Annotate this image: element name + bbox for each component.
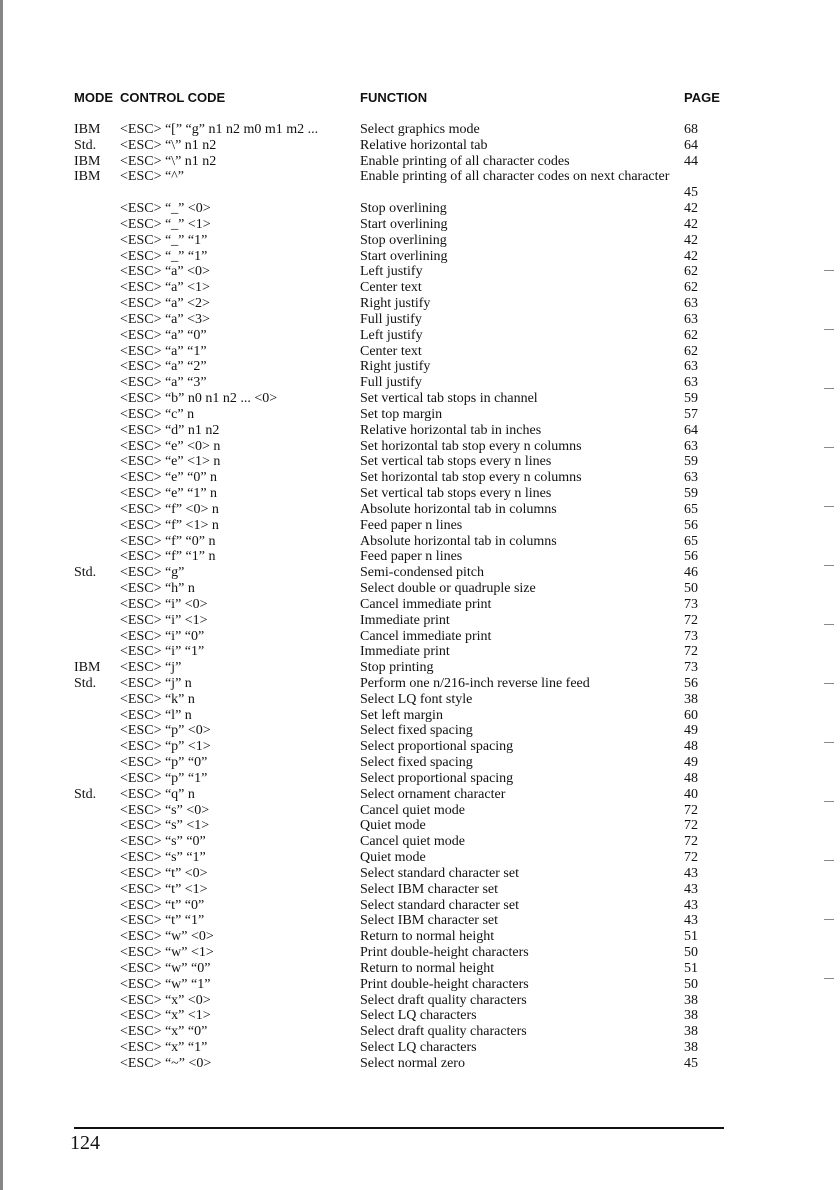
row-function: Start overlining bbox=[360, 216, 448, 232]
row-function: Select LQ characters bbox=[360, 1040, 477, 1056]
table-row bbox=[0, 296, 840, 312]
row-function: Select normal zero bbox=[360, 1055, 465, 1071]
row-page: 73 bbox=[684, 596, 698, 612]
row-page: 57 bbox=[684, 406, 698, 422]
row-page: 46 bbox=[684, 565, 698, 581]
scan-mark bbox=[824, 801, 834, 802]
row-page: 72 bbox=[684, 850, 698, 866]
row-function: Feed paper n lines bbox=[360, 549, 463, 565]
row-control-code: <ESC> “x” <0> bbox=[120, 992, 211, 1008]
table-row bbox=[0, 280, 840, 296]
row-mode: IBM bbox=[74, 153, 101, 169]
page-number: 124 bbox=[70, 1132, 100, 1154]
row-control-code: <ESC> “i” “0” bbox=[120, 628, 205, 644]
row-page: 59 bbox=[684, 391, 698, 407]
row-control-code: <ESC> “e” <0> n bbox=[120, 438, 221, 454]
scan-mark bbox=[824, 742, 834, 743]
row-function: Stop printing bbox=[360, 660, 434, 676]
row-page: 42 bbox=[684, 232, 698, 248]
row-function: Set horizontal tab stop every n columns bbox=[360, 438, 582, 454]
table-row bbox=[0, 391, 840, 407]
row-function: Feed paper n lines bbox=[360, 517, 463, 533]
row-mode: IBM bbox=[74, 169, 101, 185]
row-function: Center text bbox=[360, 280, 422, 296]
row-page: 62 bbox=[684, 280, 698, 296]
row-control-code: <ESC> “x” <1> bbox=[120, 1008, 211, 1024]
row-function: Stop overlining bbox=[360, 232, 447, 248]
row-page: 59 bbox=[684, 454, 698, 470]
table-row bbox=[0, 217, 840, 233]
row-control-code: <ESC> “_” “1” bbox=[120, 232, 208, 248]
row-control-code: <ESC> “t” “1” bbox=[120, 913, 205, 929]
row-function: Set horizontal tab stop every n columns bbox=[360, 470, 582, 486]
row-page: 65 bbox=[684, 501, 698, 517]
row-function: Print double-height characters bbox=[360, 976, 529, 992]
row-control-code: <ESC> “a” “1” bbox=[120, 343, 207, 359]
table-row bbox=[0, 597, 840, 613]
row-page: 38 bbox=[684, 1024, 698, 1040]
row-page: 43 bbox=[684, 865, 698, 881]
table-row bbox=[0, 359, 840, 375]
row-control-code: <ESC> “a” <0> bbox=[120, 264, 210, 280]
table-row bbox=[0, 470, 840, 486]
row-control-code: <ESC> “f” “0” n bbox=[120, 533, 216, 549]
table-row bbox=[0, 534, 840, 550]
table-row bbox=[0, 264, 840, 280]
row-control-code: <ESC> “s” <0> bbox=[120, 802, 210, 818]
scan-mark bbox=[824, 978, 834, 979]
table-row bbox=[0, 660, 840, 676]
row-function: Enable printing of all character codes bbox=[360, 153, 570, 169]
row-control-code: <ESC> “b” n0 n1 n2 ... <0> bbox=[120, 391, 278, 407]
scan-mark bbox=[824, 388, 834, 389]
table-row bbox=[0, 1056, 840, 1072]
row-control-code: <ESC> “s” <1> bbox=[120, 818, 210, 834]
scan-mark bbox=[824, 506, 834, 507]
header-mode: MODE bbox=[74, 90, 113, 105]
row-function: Semi-condensed pitch bbox=[360, 565, 485, 581]
row-page: 59 bbox=[684, 486, 698, 502]
row-mode: IBM bbox=[74, 122, 101, 137]
table-row bbox=[0, 502, 840, 518]
table-row bbox=[0, 344, 840, 360]
header-function: FUNCTION bbox=[360, 90, 428, 105]
row-control-code: <ESC> “l” n bbox=[120, 707, 192, 723]
row-page: 48 bbox=[684, 739, 698, 755]
row-function: Enable printing of all character codes on next character bbox=[360, 169, 670, 185]
row-page: 49 bbox=[684, 723, 698, 739]
row-control-code: <ESC> “w” <0> bbox=[120, 929, 214, 945]
row-page: 51 bbox=[684, 960, 698, 976]
scan-mark bbox=[824, 624, 834, 625]
table-row bbox=[0, 1008, 840, 1024]
table-row bbox=[0, 739, 840, 755]
table-row bbox=[0, 249, 840, 265]
row-page: 50 bbox=[684, 581, 698, 597]
row-function: Left justify bbox=[360, 264, 423, 280]
row-control-code: <ESC> “a” “3” bbox=[120, 375, 207, 391]
row-page: 42 bbox=[684, 201, 698, 217]
row-control-code: <ESC> “s” “1” bbox=[120, 850, 206, 866]
row-page: 60 bbox=[684, 707, 698, 723]
row-function: Set vertical tab stops every n lines bbox=[360, 454, 552, 470]
row-page: 48 bbox=[684, 770, 698, 786]
row-control-code: <ESC> “p” “1” bbox=[120, 770, 208, 786]
row-page: 51 bbox=[684, 929, 698, 945]
table-row bbox=[0, 945, 840, 961]
row-page: 50 bbox=[684, 976, 698, 992]
row-control-code: <ESC> “f” <1> n bbox=[120, 517, 219, 533]
row-function: Select LQ characters bbox=[360, 1008, 477, 1024]
row-function: Select draft quality characters bbox=[360, 992, 527, 1008]
table-row bbox=[0, 312, 840, 328]
row-page: 38 bbox=[684, 1040, 698, 1056]
row-mode: Std. bbox=[74, 675, 97, 691]
row-page: 43 bbox=[684, 881, 698, 897]
row-page: 72 bbox=[684, 834, 698, 850]
row-page: 42 bbox=[684, 216, 698, 232]
table-row bbox=[0, 122, 840, 138]
row-mode: Std. bbox=[74, 137, 97, 153]
row-control-code: <ESC> “p” <0> bbox=[120, 723, 211, 739]
row-function: Cancel quiet mode bbox=[360, 802, 465, 818]
table-row bbox=[0, 565, 840, 581]
row-control-code: <ESC> “w” “0” bbox=[120, 960, 211, 976]
table-row bbox=[0, 486, 840, 502]
row-control-code: <ESC> “d” n1 n2 bbox=[120, 422, 220, 438]
row-control-code: <ESC> “q” n bbox=[120, 786, 195, 802]
table-row bbox=[0, 834, 840, 850]
row-function: Print double-height characters bbox=[360, 945, 529, 961]
row-function: Set top margin bbox=[360, 406, 443, 422]
table-row bbox=[0, 549, 840, 565]
scan-mark bbox=[824, 860, 834, 861]
row-page: 56 bbox=[684, 549, 698, 565]
row-control-code: <ESC> “^” bbox=[120, 169, 184, 185]
row-function: Cancel quiet mode bbox=[360, 834, 465, 850]
row-control-code: <ESC> “t” “0” bbox=[120, 897, 205, 913]
table-row bbox=[0, 375, 840, 391]
scan-mark bbox=[824, 565, 834, 566]
row-page: 73 bbox=[684, 660, 698, 676]
table-row bbox=[0, 581, 840, 597]
row-control-code: <ESC> “w” <1> bbox=[120, 945, 214, 961]
row-control-code: <ESC> “e” “0” n bbox=[120, 470, 218, 486]
table-row bbox=[0, 882, 840, 898]
row-page: 44 bbox=[684, 153, 698, 169]
row-function: Absolute horizontal tab in columns bbox=[360, 501, 557, 517]
row-function: Select IBM character set bbox=[360, 913, 498, 929]
table-row bbox=[0, 898, 840, 914]
row-page: 49 bbox=[684, 755, 698, 771]
row-control-code: <ESC> “a” <2> bbox=[120, 296, 210, 312]
row-control-code: <ESC> “\” n1 n2 bbox=[120, 137, 217, 153]
row-control-code: <ESC> “j” bbox=[120, 660, 182, 676]
row-function: Select proportional spacing bbox=[360, 739, 514, 755]
row-function: Stop overlining bbox=[360, 201, 447, 217]
row-page: 65 bbox=[684, 533, 698, 549]
row-page: 56 bbox=[684, 675, 698, 691]
table-row bbox=[0, 866, 840, 882]
table-row bbox=[0, 613, 840, 629]
row-function: Center text bbox=[360, 343, 422, 359]
row-function: Return to normal height bbox=[360, 929, 495, 945]
row-function: Cancel immediate print bbox=[360, 596, 492, 612]
row-control-code: <ESC> “f” “1” n bbox=[120, 549, 216, 565]
row-page: 62 bbox=[684, 264, 698, 280]
row-control-code: <ESC> “t” <1> bbox=[120, 881, 208, 897]
command-table bbox=[0, 122, 840, 1072]
row-function: Start overlining bbox=[360, 248, 448, 264]
row-page: 38 bbox=[684, 992, 698, 1008]
table-row bbox=[0, 169, 840, 201]
table-row bbox=[0, 913, 840, 929]
table-header bbox=[0, 90, 840, 106]
table-row bbox=[0, 454, 840, 470]
table-row bbox=[0, 644, 840, 660]
row-function: Immediate print bbox=[360, 612, 450, 628]
row-function: Select IBM character set bbox=[360, 881, 498, 897]
row-function: Set left margin bbox=[360, 707, 443, 723]
table-row bbox=[0, 708, 840, 724]
row-page: 72 bbox=[684, 802, 698, 818]
table-row bbox=[0, 138, 840, 154]
row-function: Select draft quality characters bbox=[360, 1024, 527, 1040]
table-row bbox=[0, 629, 840, 645]
row-control-code: <ESC> “s” “0” bbox=[120, 834, 206, 850]
row-function: Left justify bbox=[360, 327, 423, 343]
row-page: 63 bbox=[684, 470, 698, 486]
row-function: Right justify bbox=[360, 359, 431, 375]
row-page: 56 bbox=[684, 517, 698, 533]
row-mode: IBM bbox=[74, 660, 101, 676]
table-row bbox=[0, 755, 840, 771]
row-page: 72 bbox=[684, 612, 698, 628]
row-control-code: <ESC> “a” “2” bbox=[120, 359, 207, 375]
table-row bbox=[0, 676, 840, 692]
table-row bbox=[0, 439, 840, 455]
row-control-code: <ESC> “i” “1” bbox=[120, 644, 205, 660]
row-control-code: <ESC> “e” “1” n bbox=[120, 486, 218, 502]
row-control-code: <ESC> “g” bbox=[120, 565, 185, 581]
row-function: Immediate print bbox=[360, 644, 450, 660]
row-function: Select LQ font style bbox=[360, 691, 473, 707]
row-control-code: <ESC> “a” <1> bbox=[120, 280, 210, 296]
row-function: Set vertical tab stops every n lines bbox=[360, 486, 552, 502]
scan-mark bbox=[824, 447, 834, 448]
row-function: Select standard character set bbox=[360, 897, 519, 913]
scan-mark bbox=[824, 683, 834, 684]
table-row bbox=[0, 1024, 840, 1040]
row-function: Select graphics mode bbox=[360, 122, 480, 137]
row-control-code: <ESC> “a” “0” bbox=[120, 327, 207, 343]
row-page: 72 bbox=[684, 644, 698, 660]
row-function: Select ornament character bbox=[360, 786, 506, 802]
row-control-code: <ESC> “p” <1> bbox=[120, 739, 211, 755]
row-page: 50 bbox=[684, 945, 698, 961]
row-control-code: <ESC> “w” “1” bbox=[120, 976, 211, 992]
row-control-code: <ESC> “t” <0> bbox=[120, 865, 208, 881]
row-control-code: <ESC> “_” <1> bbox=[120, 216, 211, 232]
table-row bbox=[0, 771, 840, 787]
table-row bbox=[0, 1040, 840, 1056]
table-row bbox=[0, 692, 840, 708]
table-row bbox=[0, 233, 840, 249]
row-function: Select fixed spacing bbox=[360, 755, 473, 771]
row-control-code: <ESC> “~” <0> bbox=[120, 1055, 212, 1071]
row-control-code: <ESC> “\” n1 n2 bbox=[120, 153, 217, 169]
row-control-code: <ESC> “x” “0” bbox=[120, 1024, 208, 1040]
row-function: Absolute horizontal tab in columns bbox=[360, 533, 557, 549]
row-control-code: <ESC> “[” “g” n1 n2 m0 m1 m2 ... bbox=[120, 122, 319, 137]
row-function: Full justify bbox=[360, 375, 422, 391]
row-control-code: <ESC> “p” “0” bbox=[120, 755, 208, 771]
scan-margin-marks bbox=[816, 270, 836, 1037]
table-row bbox=[0, 407, 840, 423]
table-row bbox=[0, 929, 840, 945]
row-function: Right justify bbox=[360, 296, 431, 312]
table-row bbox=[0, 201, 840, 217]
row-mode: Std. bbox=[74, 565, 97, 581]
row-mode: Std. bbox=[74, 786, 97, 802]
row-page: 63 bbox=[684, 296, 698, 312]
row-function: Select double or quadruple size bbox=[360, 581, 536, 597]
table-row bbox=[0, 977, 840, 993]
row-page: 45 bbox=[684, 185, 698, 201]
row-function: Quiet mode bbox=[360, 850, 426, 866]
row-control-code: <ESC> “k” n bbox=[120, 691, 195, 707]
row-control-code: <ESC> “h” n bbox=[120, 581, 195, 597]
row-page: 43 bbox=[684, 897, 698, 913]
row-function: Relative horizontal tab bbox=[360, 137, 488, 153]
table-row bbox=[0, 723, 840, 739]
scan-mark bbox=[824, 270, 834, 271]
row-function: Quiet mode bbox=[360, 818, 426, 834]
table-row bbox=[0, 787, 840, 803]
row-control-code: <ESC> “i” <1> bbox=[120, 612, 208, 628]
row-control-code: <ESC> “_” “1” bbox=[120, 248, 208, 264]
row-page: 68 bbox=[684, 122, 698, 137]
row-function: Set vertical tab stops in channel bbox=[360, 391, 538, 407]
table-row bbox=[0, 993, 840, 1009]
row-control-code: <ESC> “j” n bbox=[120, 675, 192, 691]
row-control-code: <ESC> “c” n bbox=[120, 406, 195, 422]
row-control-code: <ESC> “f” <0> n bbox=[120, 501, 219, 517]
row-page: 62 bbox=[684, 343, 698, 359]
header-page: PAGE bbox=[684, 90, 720, 105]
row-function: Return to normal height bbox=[360, 960, 495, 976]
table-row bbox=[0, 154, 840, 170]
row-control-code: <ESC> “x” “1” bbox=[120, 1040, 208, 1056]
row-page: 38 bbox=[684, 691, 698, 707]
row-function: Relative horizontal tab in inches bbox=[360, 422, 542, 438]
row-page: 63 bbox=[684, 311, 698, 327]
row-page: 38 bbox=[684, 1008, 698, 1024]
table-row bbox=[0, 818, 840, 834]
row-page: 63 bbox=[684, 375, 698, 391]
footer-rule bbox=[74, 1127, 724, 1129]
row-page: 63 bbox=[684, 438, 698, 454]
row-page: 45 bbox=[684, 1055, 698, 1071]
row-page: 64 bbox=[684, 422, 698, 438]
row-function: Select standard character set bbox=[360, 865, 519, 881]
row-page: 73 bbox=[684, 628, 698, 644]
row-function: Select proportional spacing bbox=[360, 770, 514, 786]
row-function: Select fixed spacing bbox=[360, 723, 473, 739]
row-page: 43 bbox=[684, 913, 698, 929]
table-row bbox=[0, 518, 840, 534]
scan-mark bbox=[824, 329, 834, 330]
table-row bbox=[0, 803, 840, 819]
table-row bbox=[0, 423, 840, 439]
table-row bbox=[0, 850, 840, 866]
table-row bbox=[0, 328, 840, 344]
row-page: 40 bbox=[684, 786, 698, 802]
scan-mark bbox=[824, 919, 834, 920]
row-function: Full justify bbox=[360, 311, 422, 327]
row-function: Cancel immediate print bbox=[360, 628, 492, 644]
row-function: Perform one n/216-inch reverse line feed bbox=[360, 675, 590, 691]
row-control-code: <ESC> “a” <3> bbox=[120, 311, 210, 327]
row-page: 64 bbox=[684, 137, 698, 153]
header-control-code: CONTROL CODE bbox=[120, 90, 226, 105]
row-control-code: <ESC> “i” <0> bbox=[120, 596, 208, 612]
table-row bbox=[0, 961, 840, 977]
row-page: 72 bbox=[684, 818, 698, 834]
row-control-code: <ESC> “e” <1> n bbox=[120, 454, 221, 470]
row-page: 42 bbox=[684, 248, 698, 264]
row-control-code: <ESC> “_” <0> bbox=[120, 201, 211, 217]
row-page: 62 bbox=[684, 327, 698, 343]
row-page: 63 bbox=[684, 359, 698, 375]
